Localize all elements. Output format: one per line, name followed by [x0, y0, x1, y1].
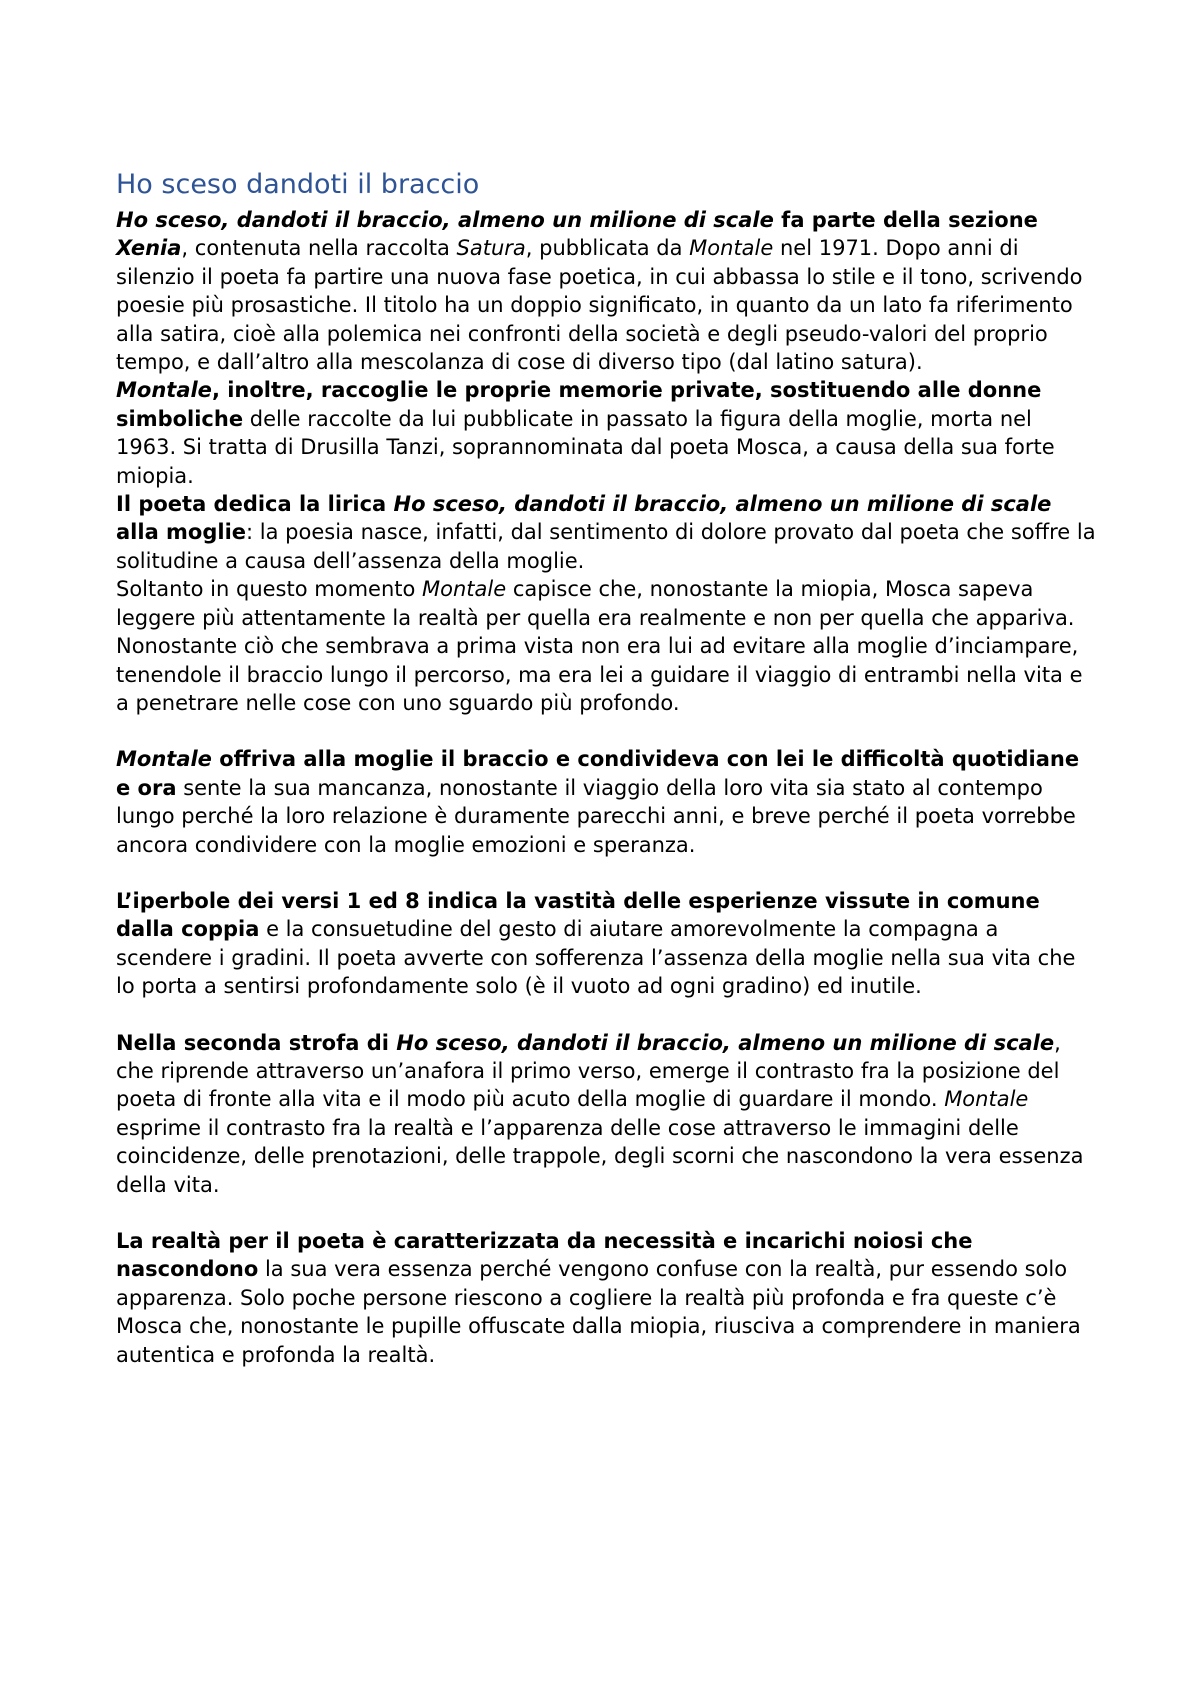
text-run: : la poesia nasce, infatti, dal sentimento di dolore provato dal poeta che soffre la solitudine a causa dell’assenza della moglie. — [116, 520, 1096, 573]
text-run: alla moglie — [116, 520, 247, 545]
text-run: sente la sua mancanza, nonostante il viaggio della loro vita sia stato al contempo lungo perché la loro relazione è duramente parecchi anni, e breve perché il poeta vorrebbe ancora condividere con la moglie emozioni e speranza. — [116, 775, 1076, 857]
text-run: nel 1971. Dopo anni di silenzio il poeta fa partire una nuova fase poetica, in cui abbassa lo stile e il tono, scrivendo poesie più prosastiche. Il titolo ha un doppio significato, in quanto da un lato fa riferimento alla satira, cioè alla polemica nei confronti della società e degli pseudo-valori del proprio tempo, e dall’altro alla mescolanza di cose di diverso tipo (dal latino satura). — [116, 236, 1083, 375]
text-run: Montale — [422, 577, 507, 602]
paragraph — [116, 745, 1096, 859]
paragraph — [116, 376, 1096, 490]
text-run: Nella seconda strofa di — [116, 1030, 397, 1055]
text-run: offriva alla moglie il braccio e condivideva con lei le difficoltà quotidiane e ora — [116, 747, 1080, 800]
document-heading: Ho sceso dandoti il braccio — [116, 169, 480, 200]
text-run: esprime il contrasto fra la realtà e l’apparenza delle cose attraverso le immagini delle coincidenze, delle prenotazioni, delle trappole, degli scorni che nascondono la vera essenza della vita. — [116, 1115, 1084, 1197]
text-run: Montale — [944, 1087, 1029, 1112]
document-body — [116, 206, 1096, 1369]
text-run: Montale — [116, 747, 212, 772]
text-run: Soltanto in questo momento — [116, 577, 423, 602]
text-run: , contenuta nella raccolta — [181, 236, 457, 261]
text-run: , che riprende attraverso un’anafora il primo verso, emerge il contrasto fra la posizione del poeta di fronte alla vita e il modo più acuto della moglie di guardare il mondo. — [116, 1030, 1061, 1112]
text-run: La realtà per il poeta è caratterizzata da necessità e incarichi noiosi che nascondono — [116, 1229, 973, 1282]
text-run: capisce che, nonostante la miopia, Mosca sapeva leggere più attentamente la realtà per quella era realmente e non per quella che appariva. Nonostante ciò che sembrava a prima vista non era lui ad evitare alla moglie d’inciampare, tenendole il braccio lungo il percorso, ma era lei a guidare il viaggio di entrambi nella vita e a penetrare nelle cose con uno sguardo più profondo. — [116, 577, 1083, 715]
text-run: delle raccolte da lui pubblicate in passato la figura della moglie, morta nel 1963. Si tratta di Drusilla Tanzi, soprannominata dal poeta Mosca, a causa della sua forte miopia. — [116, 406, 1055, 488]
text-run: , inoltre, raccoglie le proprie memorie private, sostituendo alle donne simboliche — [116, 378, 1042, 431]
text-run: Montale — [689, 236, 774, 261]
text-run: Xenia — [116, 236, 182, 261]
text-run: Ho sceso, dandoti il braccio, almeno un milione di scale — [116, 208, 774, 232]
text-run: L’iperbole dei versi 1 ed 8 indica la vastità delle esperienze vissute in comune dalla coppia — [116, 888, 1040, 942]
document-page — [116, 168, 1096, 1369]
text-run: Il poeta dedica la lirica — [116, 492, 394, 517]
text-run: fa parte della sezione — [773, 208, 1038, 232]
text-run: Montale — [116, 378, 212, 403]
paragraph — [116, 1029, 1096, 1199]
text-run: la sua vera essenza perché vengono confuse con la realtà, pur essendo solo apparenza. Solo poche persone riescono a cogliere la realtà più profonda e fra queste c’è Mosca che, nonostante le pupille offuscate dalla miopia, riusciva a comprendere in maniera autentica e profonda la realtà. — [116, 1257, 1081, 1367]
text-run: Satura — [456, 236, 526, 261]
text-run: Ho sceso, dandoti il braccio, almeno un milione di scale — [393, 492, 1052, 517]
text-run: , pubblicata da — [525, 236, 690, 261]
text-run: Ho sceso, dandoti il braccio, almeno un milione di scale — [396, 1030, 1055, 1055]
paragraph — [116, 1227, 1096, 1369]
text-run: e la consuetudine del gesto di aiutare amorevolmente la compagna a scendere i gradini. Il poeta avverte con sofferenza l’assenza della moglie nella sua vita che lo porta a sentirsi profondamente solo (è il vuoto ad ogni gradino) ed inutile. — [116, 917, 1076, 999]
paragraph — [116, 887, 1096, 1001]
paragraph — [116, 490, 1096, 575]
paragraph — [116, 206, 1096, 376]
paragraph — [116, 575, 1096, 717]
